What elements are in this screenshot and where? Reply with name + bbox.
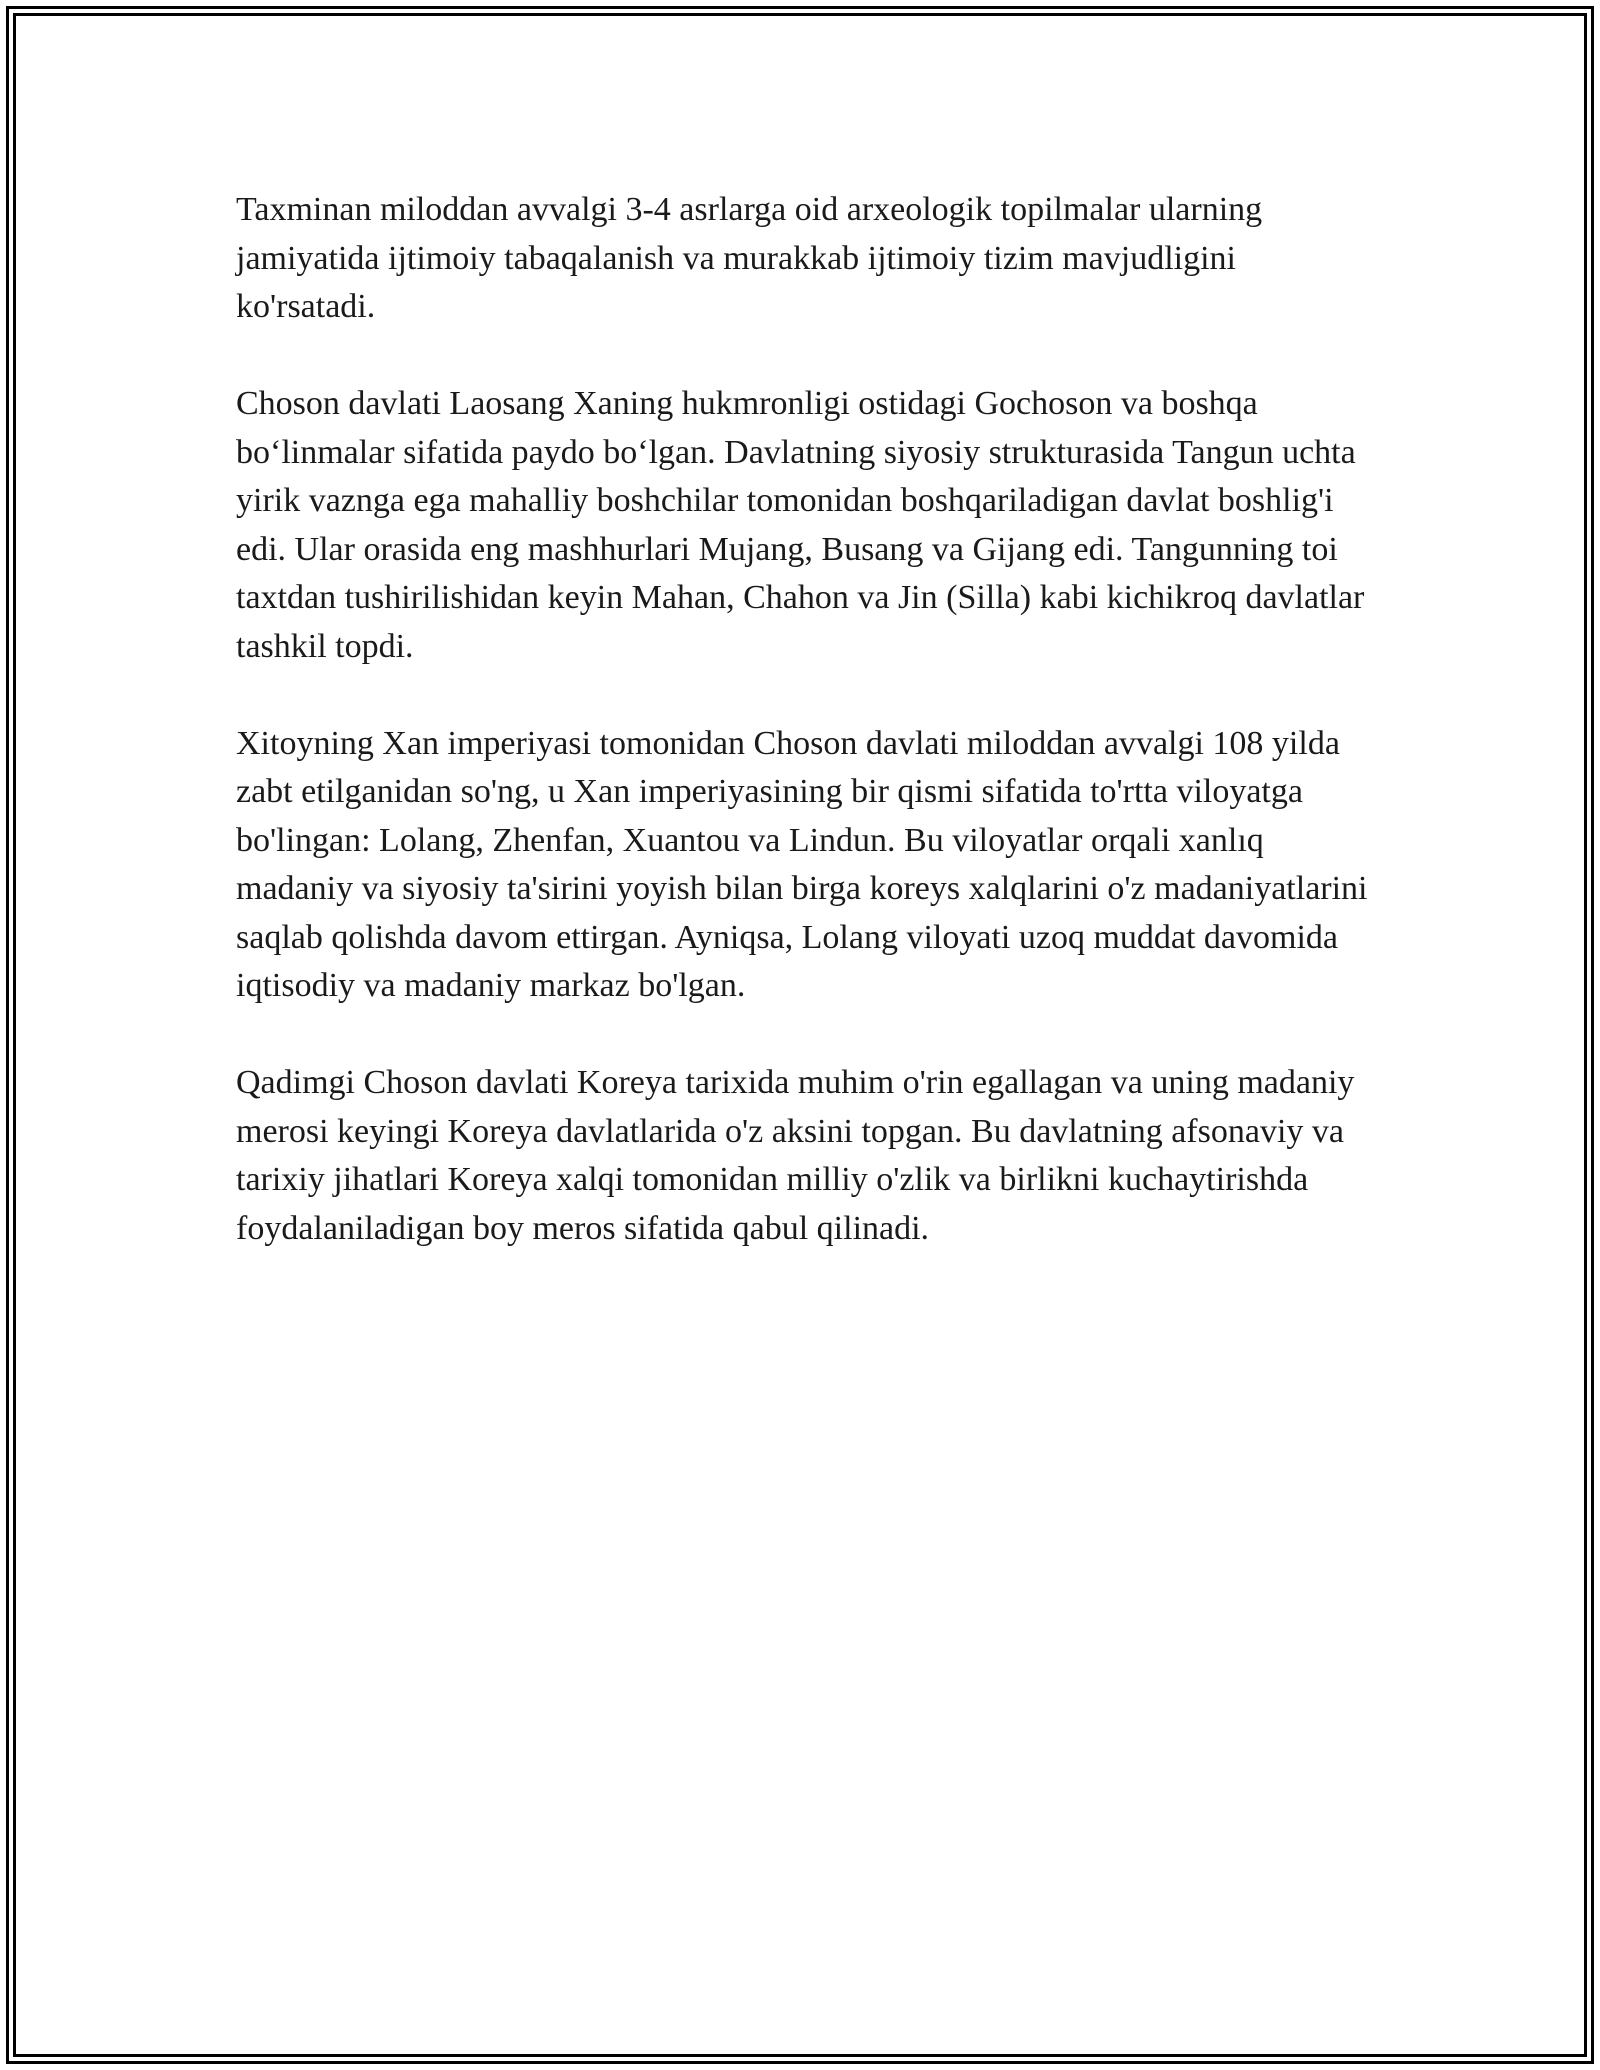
paragraph-1: Taxminan miloddan avvalgi 3-4 asrlarga oid arxeologik topilmalar ularning jamiyatida ijtimoiy tabaqalanish va murakkab ijtimoiy tizim mavjudligini ko'rsatadi. [236,191,1263,325]
paragraph-4: Qadimgi Choson davlati Koreya tarixida muhim o'rin egallagan va uning madaniy merosi keyingi Koreya davlatlarida o'z aksini topgan. Bu davlatning afsonaviy va tarixiy jihatlari Koreya xalqi tomonidan milliy o'zlik va birlikni kuchaytirishda foydalaniladigan boy meros sifatida qabul qilinadi. [236,1064,1355,1247]
document-body [236,186,1371,1302]
paragraph-3: Xitoyning Xan imperiyasi tomonidan Choson davlati miloddan avvalgi 108 yilda zabt etilganidan so'ng, u Xan imperiyasining bir qismi sifatida to'rtta viloyatga bo'lingan: Lolang, Zhenfan, Xuantou va Lindun. Bu viloyatlar orqali xanlıq madaniy va siyosiy ta'sirini yoyish bilan birga koreys xalqlarini o'z madaniyatlarini saqlab qolishda davom ettirgan. Ayniqsa, Lolang viloyati uzoq muddat davomida iqtisodiy va madaniy markaz bo'lgan. [236,724,1368,1004]
paragraph-2: Choson davlati Laosang Xaning hukmronligi ostidagi Gochoson va boshqa bo‘linmalar sifatida paydo bo‘lgan. Davlatning siyosiy strukturasida Tangun uchta yirik vaznga ega mahalliy boshchilar tomonidan boshqariladigan davlat boshlig'i edi. Ular orasida eng mashhurlari Mujang, Busang va Gijang edi. Tangunning toi taxtdan tushirilishidan keyin Mahan, Chahon va Jin (Silla) kabi kichikroq davlatlar tashkil topdi. [236,385,1365,665]
